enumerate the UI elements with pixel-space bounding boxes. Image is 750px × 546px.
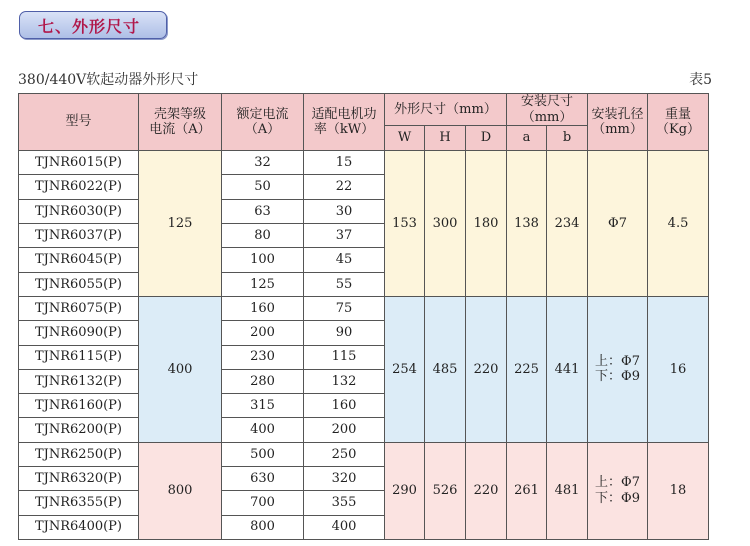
header-h: H bbox=[425, 126, 466, 151]
height-cell: 526 bbox=[425, 442, 466, 539]
motor-power-cell: 55 bbox=[304, 272, 385, 296]
model-cell: TJNR6075(P) bbox=[19, 296, 139, 320]
hole-lower: 下：Φ9 bbox=[595, 490, 640, 506]
table-header bbox=[19, 94, 709, 151]
frame-current-cell: 400 bbox=[139, 296, 222, 442]
model-cell: TJNR6320(P) bbox=[19, 467, 139, 491]
model-cell: TJNR6132(P) bbox=[19, 369, 139, 393]
dimension-table bbox=[18, 93, 709, 540]
table-row bbox=[19, 442, 709, 466]
hole-upper: Φ7 bbox=[608, 215, 627, 231]
model-cell: TJNR6355(P) bbox=[19, 491, 139, 515]
header-mounting: 安装尺寸（mm） bbox=[507, 94, 588, 126]
model-cell: TJNR6015(P) bbox=[19, 151, 139, 175]
motor-power-cell: 115 bbox=[304, 345, 385, 369]
table-body bbox=[19, 151, 709, 540]
rated-current-cell: 500 bbox=[222, 442, 304, 466]
motor-power-cell: 75 bbox=[304, 296, 385, 320]
depth-cell: 220 bbox=[466, 296, 507, 442]
rated-current-cell: 160 bbox=[222, 296, 304, 320]
table-caption: 380/440V软起动器外形尺寸 bbox=[18, 72, 199, 88]
height-cell: 300 bbox=[425, 151, 466, 297]
table-row bbox=[19, 151, 709, 175]
hole-lower: 下：Φ9 bbox=[595, 369, 640, 385]
model-cell: TJNR6090(P) bbox=[19, 321, 139, 345]
mount-a-cell: 261 bbox=[507, 442, 547, 539]
width-cell: 290 bbox=[385, 442, 425, 539]
rated-current-cell: 32 bbox=[222, 151, 304, 175]
hole-cell bbox=[588, 296, 648, 442]
model-cell: TJNR6055(P) bbox=[19, 272, 139, 296]
rated-current-cell: 230 bbox=[222, 345, 304, 369]
header-hole: 安装孔径 （mm） bbox=[588, 94, 648, 151]
motor-power-cell: 22 bbox=[304, 175, 385, 199]
header-weight: 重量 （Kg） bbox=[648, 94, 709, 151]
model-cell: TJNR6045(P) bbox=[19, 248, 139, 272]
section-title: 七、外形尺寸 bbox=[19, 11, 167, 39]
motor-power-cell: 90 bbox=[304, 321, 385, 345]
mount-a-cell: 138 bbox=[507, 151, 547, 297]
motor-power-cell: 37 bbox=[304, 224, 385, 248]
depth-cell: 220 bbox=[466, 442, 507, 539]
motor-power-cell: 132 bbox=[304, 369, 385, 393]
weight-cell: 4.5 bbox=[648, 151, 709, 297]
header-motor-power: 适配电机功 率（kW） bbox=[304, 94, 385, 151]
model-cell: TJNR6030(P) bbox=[19, 199, 139, 223]
header-a: a bbox=[507, 126, 547, 151]
header-d: D bbox=[466, 126, 507, 151]
frame-current-cell: 125 bbox=[139, 151, 222, 297]
frame-current-cell: 800 bbox=[139, 442, 222, 539]
height-cell: 485 bbox=[425, 296, 466, 442]
weight-cell: 18 bbox=[648, 442, 709, 539]
table-number: 表5 bbox=[689, 72, 712, 88]
rated-current-cell: 700 bbox=[222, 491, 304, 515]
model-cell: TJNR6037(P) bbox=[19, 224, 139, 248]
hole-cell bbox=[588, 151, 648, 297]
header-model: 型号 bbox=[19, 94, 139, 151]
motor-power-cell: 355 bbox=[304, 491, 385, 515]
motor-power-cell: 400 bbox=[304, 515, 385, 539]
hole-cell bbox=[588, 442, 648, 539]
rated-current-cell: 630 bbox=[222, 467, 304, 491]
model-cell: TJNR6022(P) bbox=[19, 175, 139, 199]
weight-cell: 16 bbox=[648, 296, 709, 442]
model-cell: TJNR6200(P) bbox=[19, 418, 139, 442]
hole-upper: 上：Φ7 bbox=[595, 475, 640, 491]
header-frame-current: 壳架等级 电流（A） bbox=[139, 94, 222, 151]
mount-a-cell: 225 bbox=[507, 296, 547, 442]
header-outline: 外形尺寸（mm） bbox=[385, 94, 507, 126]
model-cell: TJNR6115(P) bbox=[19, 345, 139, 369]
rated-current-cell: 100 bbox=[222, 248, 304, 272]
motor-power-cell: 160 bbox=[304, 394, 385, 418]
mount-b-cell: 234 bbox=[547, 151, 588, 297]
table-row bbox=[19, 296, 709, 320]
model-cell: TJNR6250(P) bbox=[19, 442, 139, 466]
rated-current-cell: 63 bbox=[222, 199, 304, 223]
motor-power-cell: 250 bbox=[304, 442, 385, 466]
rated-current-cell: 400 bbox=[222, 418, 304, 442]
rated-current-cell: 280 bbox=[222, 369, 304, 393]
mount-b-cell: 481 bbox=[547, 442, 588, 539]
motor-power-cell: 15 bbox=[304, 151, 385, 175]
header-rated-current: 额定电流 （A） bbox=[222, 94, 304, 151]
model-cell: TJNR6160(P) bbox=[19, 394, 139, 418]
motor-power-cell: 200 bbox=[304, 418, 385, 442]
rated-current-cell: 125 bbox=[222, 272, 304, 296]
rated-current-cell: 80 bbox=[222, 224, 304, 248]
rated-current-cell: 315 bbox=[222, 394, 304, 418]
rated-current-cell: 50 bbox=[222, 175, 304, 199]
model-cell: TJNR6400(P) bbox=[19, 515, 139, 539]
depth-cell: 180 bbox=[466, 151, 507, 297]
header-w: W bbox=[385, 126, 425, 151]
header-b: b bbox=[547, 126, 588, 151]
width-cell: 153 bbox=[385, 151, 425, 297]
width-cell: 254 bbox=[385, 296, 425, 442]
mount-b-cell: 441 bbox=[547, 296, 588, 442]
hole-upper: 上：Φ7 bbox=[595, 353, 640, 369]
motor-power-cell: 30 bbox=[304, 199, 385, 223]
rated-current-cell: 200 bbox=[222, 321, 304, 345]
motor-power-cell: 45 bbox=[304, 248, 385, 272]
motor-power-cell: 320 bbox=[304, 467, 385, 491]
rated-current-cell: 800 bbox=[222, 515, 304, 539]
